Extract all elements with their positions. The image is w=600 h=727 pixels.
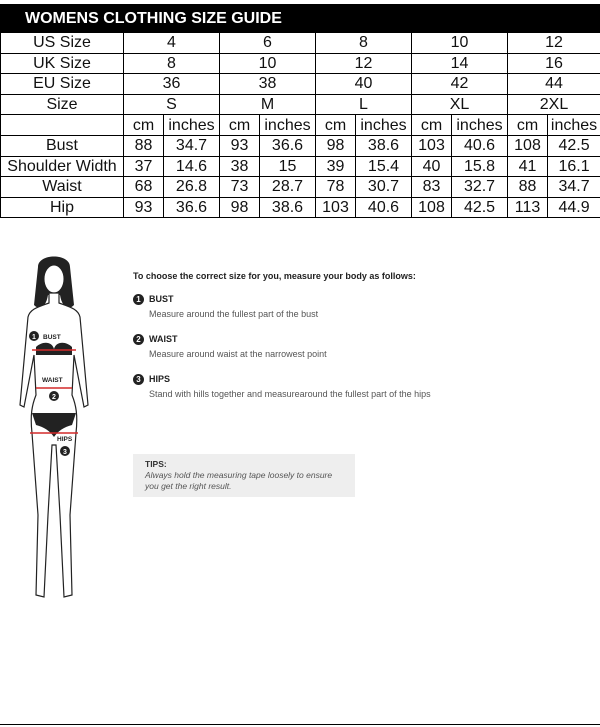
table-cell: inches [452,115,508,136]
table-cell: 34.7 [164,135,220,156]
table-cell: 40 [412,156,452,177]
table-cell: 103 [412,135,452,156]
tips-box [133,454,355,497]
table-cell: 32.7 [452,177,508,198]
table-row [1,197,600,218]
table-cell: 93 [124,197,164,218]
table-cell: 44.9 [548,197,600,218]
table-cell: 78 [316,177,356,198]
table-cell: 6 [220,33,316,54]
table-cell: 14 [412,53,508,74]
table-cell: cm [316,115,356,136]
step-bust [133,294,433,320]
table-cell: 98 [316,135,356,156]
hips-label: HIPS [57,436,73,443]
measure-instructions [133,270,433,414]
face-shape [44,265,64,293]
table-cell: 42.5 [452,197,508,218]
table-cell: 8 [316,33,412,54]
table-cell: 103 [316,197,356,218]
table-cell: 36 [124,74,220,95]
marker-2-number: 2 [52,394,56,401]
step-description: Measure around waist at the narrowest point [149,349,327,359]
table-cell: 37 [124,156,164,177]
table-cell: 26.8 [164,177,220,198]
row-label: EU Size [1,74,124,95]
table-cell: 93 [220,135,260,156]
size-table [0,32,600,218]
row-label: Waist [1,177,124,198]
table-cell: cm [412,115,452,136]
step-number-1-icon: 1 [133,294,144,305]
table-cell: 14.6 [164,156,220,177]
table-cell: 28.7 [260,177,316,198]
table-cell: 44 [508,74,600,95]
table-row [1,74,600,95]
table-cell: L [316,94,412,115]
table-cell: 16.1 [548,156,600,177]
table-cell: 38 [220,156,260,177]
step-waist [133,334,433,360]
table-row [1,177,600,198]
step-description: Measure around the fullest part of the bust [149,309,319,319]
table-row [1,156,600,177]
table-cell: 36.6 [164,197,220,218]
table-cell: 16 [508,53,600,74]
table-cell: 38 [220,74,316,95]
table-cell: 42 [412,74,508,95]
step-hips [133,374,433,400]
table-cell: inches [164,115,220,136]
waist-label: WAIST [42,377,63,384]
step-title: WAIST [149,334,178,344]
table-row [1,53,600,74]
table-cell: 12 [508,33,600,54]
instructions-intro: To choose the correct size for you, measure your body as follows: [133,271,416,281]
table-row [1,135,600,156]
table-cell: inches [548,115,600,136]
table-cell: 83 [412,177,452,198]
table-cell: 108 [508,135,548,156]
table-cell: 15.8 [452,156,508,177]
step-number-3-icon: 3 [133,374,144,385]
bottom-border [0,724,600,725]
table-row [1,33,600,54]
table-cell: 41 [508,156,548,177]
tips-text: Always hold the measuring tape loosely to ensure you get the right result. [145,470,333,491]
marker-1-number: 1 [32,334,36,341]
step-title: BUST [149,294,174,304]
step-description: Stand with hills together and measurearound the fullest part of the hips [149,389,431,399]
unit-row [1,115,600,136]
empty-cell [1,115,124,136]
row-label: Size [1,94,124,115]
table-cell: 108 [412,197,452,218]
step-title: HIPS [149,374,171,384]
table-cell: 39 [316,156,356,177]
table-cell: 40.6 [356,197,412,218]
marker-3-number: 3 [63,449,67,456]
table-cell: 38.6 [260,197,316,218]
table-cell: inches [260,115,316,136]
table-cell: 42.5 [548,135,600,156]
table-cell: 15.4 [356,156,412,177]
table-cell: 40.6 [452,135,508,156]
table-cell: cm [508,115,548,136]
body-figure [8,255,100,605]
table-cell: 30.7 [356,177,412,198]
table-cell: 88 [124,135,164,156]
step-number-2-icon: 2 [133,334,144,345]
table-cell: cm [124,115,164,136]
table-cell: 12 [316,53,412,74]
page-title: WOMENS CLOTHING SIZE GUIDE [0,5,600,32]
row-label: US Size [1,33,124,54]
table-cell: cm [220,115,260,136]
table-cell: 73 [220,177,260,198]
row-label: Bust [1,135,124,156]
row-label: UK Size [1,53,124,74]
table-cell: 10 [220,53,316,74]
table-cell: S [124,94,220,115]
table-cell: 15 [260,156,316,177]
tips-title: TIPS: [145,459,167,469]
table-row [1,94,600,115]
table-cell: 40 [316,74,412,95]
table-cell: inches [356,115,412,136]
table-cell: 88 [508,177,548,198]
table-cell: 8 [124,53,220,74]
table-cell: XL [412,94,508,115]
row-label: Hip [1,197,124,218]
table-cell: 36.6 [260,135,316,156]
bust-label: BUST [43,334,61,341]
table-cell: 2XL [508,94,600,115]
table-cell: M [220,94,316,115]
table-cell: 68 [124,177,164,198]
table-cell: 10 [412,33,508,54]
table-cell: 38.6 [356,135,412,156]
row-label: Shoulder Width [1,156,124,177]
table-cell: 113 [508,197,548,218]
table-cell: 34.7 [548,177,600,198]
table-cell: 4 [124,33,220,54]
table-cell: 98 [220,197,260,218]
